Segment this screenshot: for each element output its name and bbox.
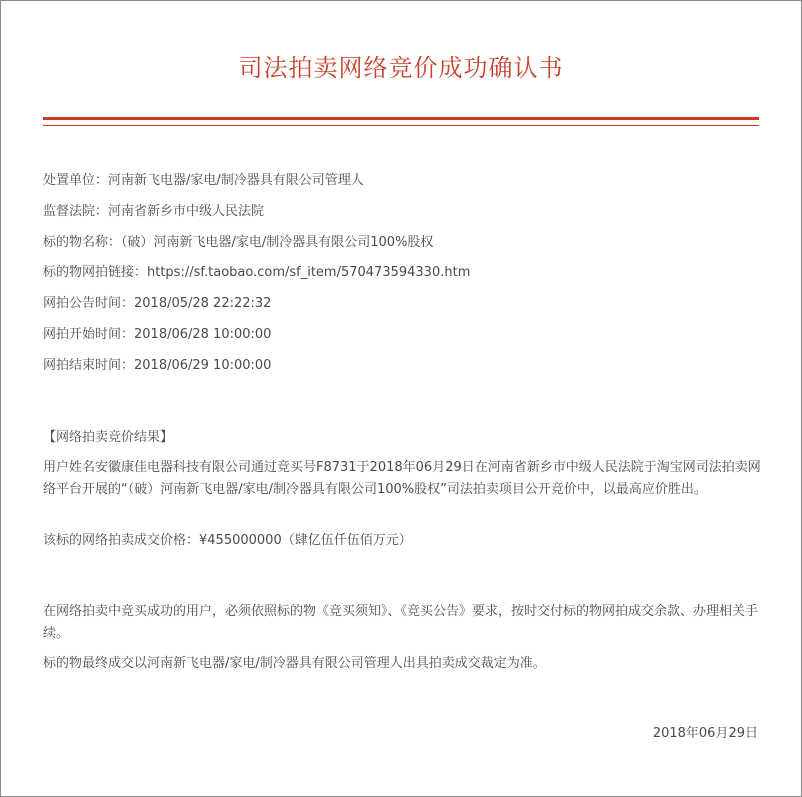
result-paragraph: 用户姓名安徽康佳电器科技有限公司通过竞买号F8731于2018年06月29日在河南省新乡市中级人民法院于淘宝网司法拍卖网络平台开展的“（破）河南新飞电器/家电/制冷器具有限公司100%股权”司法拍卖项目公开竞价中，以最高应价胜出。: [43, 460, 761, 497]
result-heading: 【网络拍卖竞价结果】: [43, 430, 174, 445]
detail-disposal-unit: 处置单位：河南新飞电器/家电/制冷器具有限公司管理人: [43, 173, 364, 188]
title-divider-thin: [43, 125, 759, 126]
detail-auction-link: 标的物网拍链接：https://sf.taobao.com/sf_item/570473594330.htm: [43, 265, 471, 280]
final-ruling-line: 标的物最终成交以河南新飞电器/家电/制冷器具有限公司管理人出具拍卖成交裁定为准。: [43, 656, 546, 671]
detail-announcement-time: 网拍公告时间：2018/05/28 22:22:32: [43, 296, 272, 311]
detail-subject-name: 标的物名称：（破）河南新飞电器/家电/制冷器具有限公司100%股权: [43, 235, 434, 250]
detail-supervising-court: 监督法院：河南省新乡市中级人民法院: [43, 204, 265, 219]
detail-end-time: 网拍结束时间：2018/06/29 10:00:00: [43, 358, 272, 373]
document-date: 2018年06月29日: [652, 726, 758, 741]
price-line: 该标的网络拍卖成交价格：¥455000000（肆亿伍仟伍佰万元）: [43, 533, 412, 548]
notice-paragraph: 在网络拍卖中竞买成功的用户，必须依照标的物《竞买须知》、《竞买公告》要求，按时交付标的物网拍成交余款、办理相关手续。: [43, 604, 759, 641]
title-divider-thick: [43, 117, 759, 120]
detail-start-time: 网拍开始时间：2018/06/28 10:00:00: [43, 327, 272, 342]
document-title: 司法拍卖网络竞价成功确认书: [238, 54, 564, 82]
